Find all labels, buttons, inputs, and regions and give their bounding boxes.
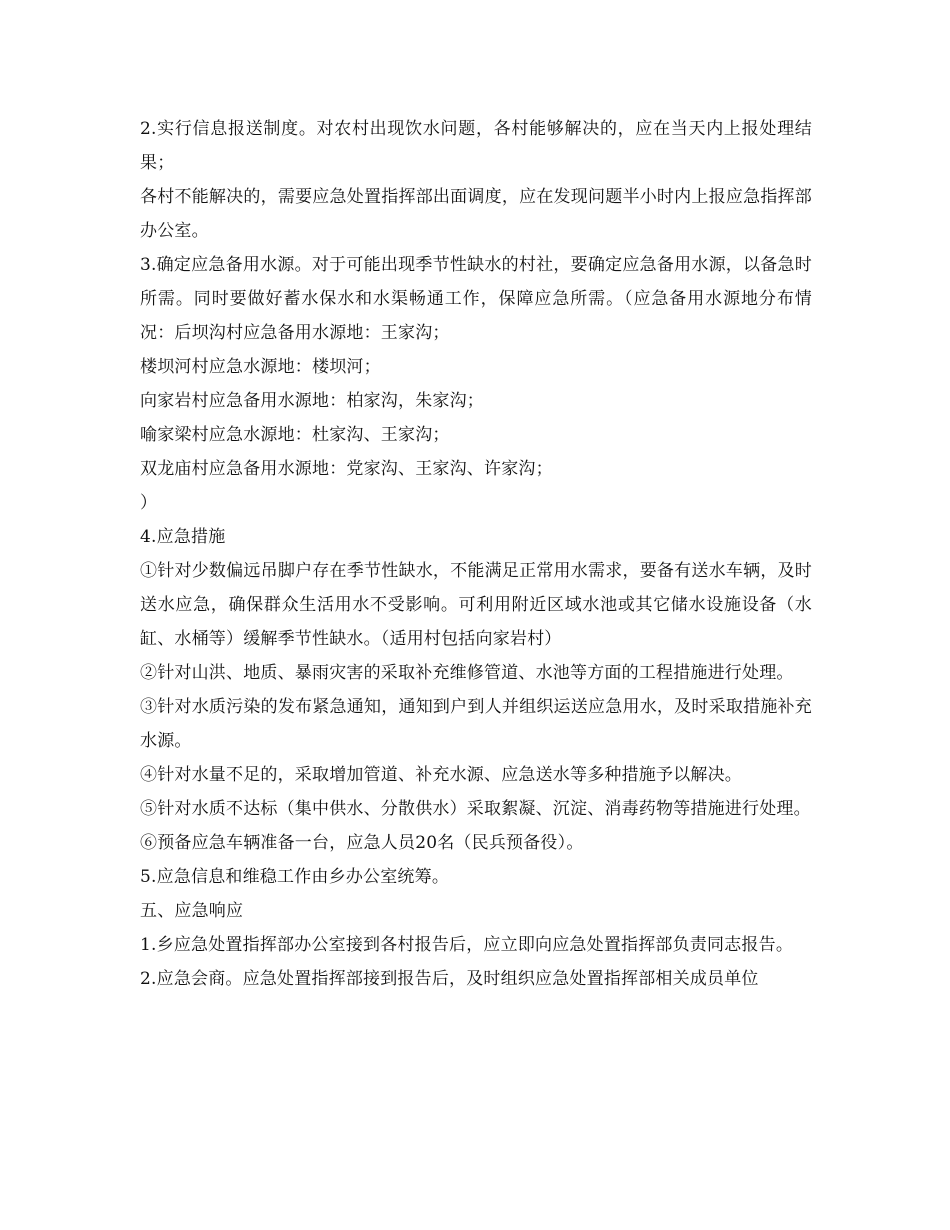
paragraph-measure-4: ④针对水量不足的，采取增加管道、补充水源、应急送水等多种措施予以解决。 bbox=[140, 765, 742, 785]
paragraph-info-stability: 5.应急信息和维稳工作由乡办公室统筹。 bbox=[140, 867, 450, 887]
paragraph-measure-6: ⑥预备应急车辆准备一台，应急人员20名（民兵预备役）。 bbox=[140, 833, 584, 853]
paragraph-shuanglongmiao-source: 双龙庙村应急备用水源地：党家沟、王家沟、许家沟； bbox=[140, 459, 553, 479]
paragraph-loubahe-source: 楼坝河村应急水源地：楼坝河； bbox=[140, 357, 381, 377]
paragraph-yujialiang-source: 喻家梁村应急水源地：杜家沟、王家沟； bbox=[140, 425, 450, 445]
paragraph-measure-3: ③针对水质污染的发布紧急通知，通知到户到人并组织运送应急用水，及时采取措施补充水源。 bbox=[140, 697, 812, 751]
paragraph-measure-5: ⑤针对水质不达标（集中供水、分散供水）采取絮凝、沉淀、消毒药物等措施进行处理。 bbox=[140, 799, 811, 819]
paragraph-response-1: 1.乡应急处置指挥部办公室接到各村报告后，应立即向应急处置指挥部负责同志报告。 bbox=[140, 935, 794, 955]
paragraph-response-2: 2.应急会商。应急处置指挥部接到报告后，及时组织应急处置指挥部相关成员单位 bbox=[140, 969, 759, 989]
paragraph-unresolved-report: 各村不能解决的，需要应急处置指挥部出面调度，应在发现问题半小时内上报应急指挥部办公室。 bbox=[140, 187, 812, 241]
paragraph-xiangjiayan-source: 向家岩村应急备用水源地：柏家沟，朱家沟； bbox=[140, 391, 484, 411]
paragraph-measure-1: ①针对少数偏远吊脚户存在季节性缺水，不能满足正常用水需求，要备有送水车辆，及时送水应急，确保群众生活用水不受影响。可利用附近区域水池或其它储水设施设备（水缸、水桶等）缓解季节性缺水。（适用村包括向家岩村） bbox=[140, 561, 812, 649]
paragraph-measure-2: ②针对山洪、地质、暴雨灾害的采取补充维修管道、水池等方面的工程措施进行处理。 bbox=[140, 663, 794, 683]
paragraph-backup-water-source: 3.确定应急备用水源。对于可能出现季节性缺水的村社，要确定应急备用水源，以备急时所需。同时要做好蓄水保水和水渠畅通工作，保障应急所需。（应急备用水源地分布情况：后坝沟村应急备用水源地：王家沟； bbox=[140, 255, 812, 343]
paragraph-emergency-measures-heading: 4.应急措施 bbox=[140, 527, 226, 547]
paragraph-closing-paren: ） bbox=[140, 493, 158, 513]
paragraph-info-reporting: 2.实行信息报送制度。对农村出现饮水问题，各村能够解决的，应在当天内上报处理结果； bbox=[140, 119, 812, 173]
document-body bbox=[140, 112, 812, 996]
section-heading-emergency-response: 五、应急响应 bbox=[140, 901, 244, 921]
